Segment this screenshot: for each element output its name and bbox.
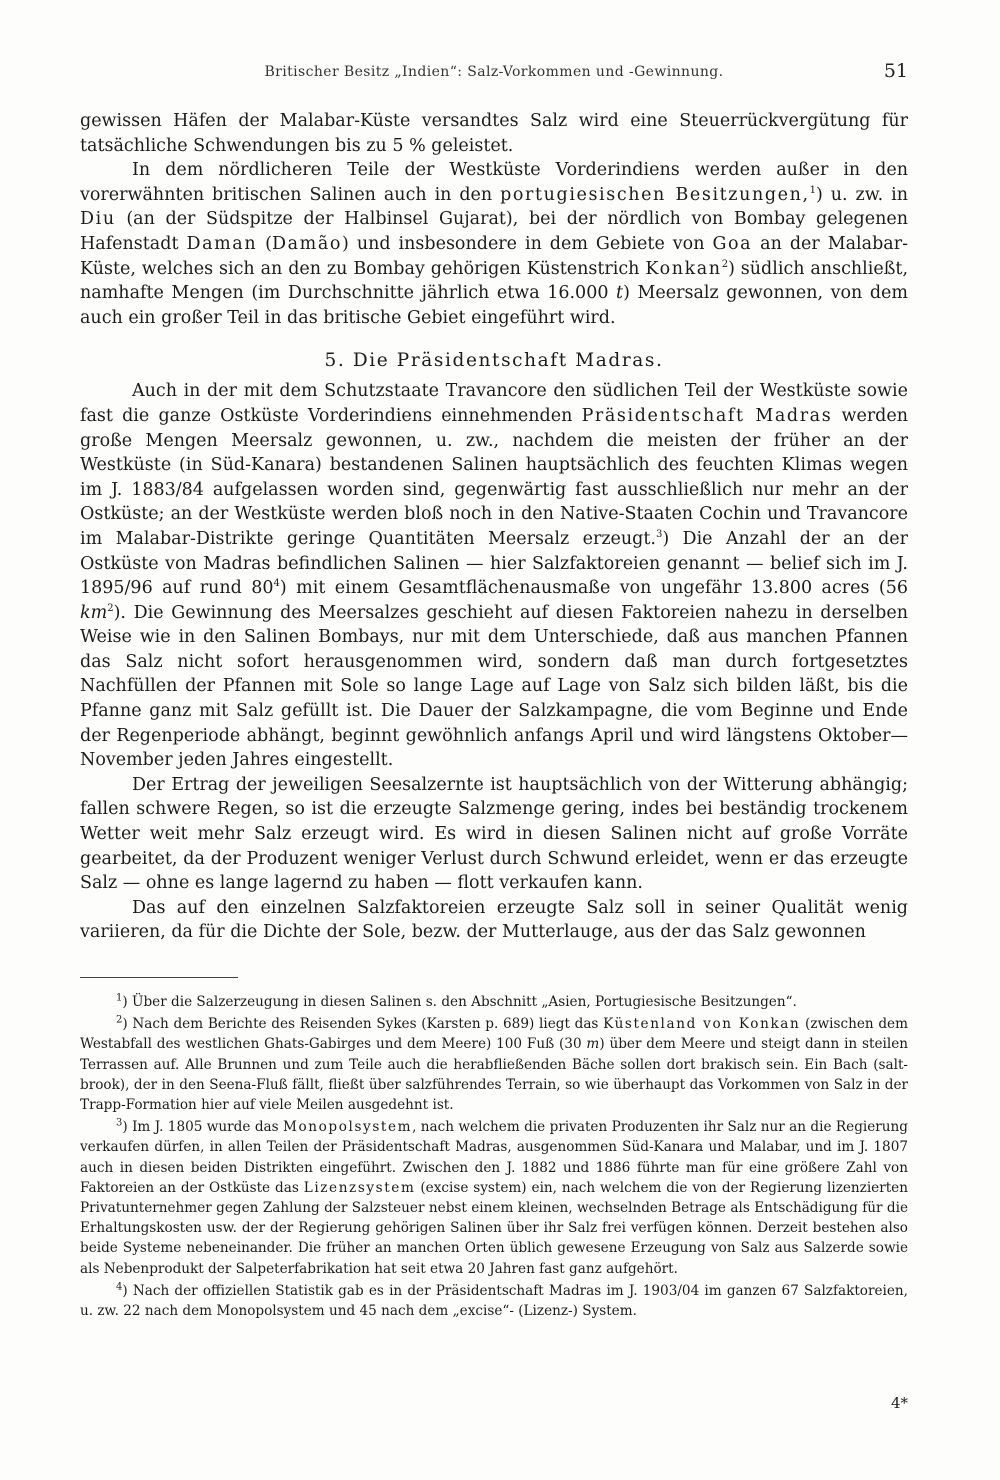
- text-run: ) über dem Meere und steigt dann in steilen Terrassen auf. Alle Brunnen und zum Teile auch die herabfließenden Bäche sollen dort brakisch sein. Ein Bach (salt-brook), der in den Seena-Fluß fällt, fließt über salzführendes Terrain, so wie überhaupt das Vorkommen von Salz in der Trapp-Formation hier auf viele Meilen ausgedehnt ist.: [80, 1036, 908, 1114]
- text-run: (an der Südspitze der Halbinsel Gujarat), bei der nördlich von Bombay gelegenen Hafenstadt: [80, 209, 908, 254]
- signature-mark: 4*: [890, 1394, 908, 1412]
- italic-text: m: [586, 1036, 600, 1053]
- spaced-text: portugiesischen Besitzungen,: [500, 184, 810, 205]
- footnote: [80, 1117, 908, 1279]
- italic-text: t: [616, 283, 624, 304]
- footnote-marker: 2: [721, 258, 729, 270]
- italic-text: km: [80, 602, 108, 623]
- spaced-text: Lizenzsystem: [303, 1179, 416, 1196]
- section-title: Die Präsidentschaft Madras.: [352, 350, 664, 372]
- text-run: In dem nördlicheren Teile der Westküste Vorderindiens werden außer in den vorerwähnten britischen Salinen auch in den: [80, 160, 908, 205]
- footnote-marker: 1: [809, 184, 817, 196]
- footnote-separator: [80, 977, 238, 978]
- text-run: ) Die Anzahl der an der Ostküste von Madras befindlichen Salinen — hier Salzfaktoreien genannt — belief sich im J. 1895/96 auf rund 80: [80, 528, 908, 599]
- paragraph: [80, 896, 908, 945]
- spaced-text: Damão: [272, 233, 343, 254]
- text-run: gewissen Häfen der Malabar-Küste versandtes Salz wird eine Steuerrückvergütung für tatsächliche Schwendungen bis zu 5 % geleistet.: [80, 111, 908, 156]
- text-run: ). Die Gewinnung des Meersalzes geschieht auf diesen Faktoreien nahezu in derselben Weise wie in den Salinen Bombays, nur mit dem Unterschiede, daß aus manchen Pfannen das Salz nicht sofort herausgenommen wird, sondern daß man durch fortgesetztes Nachfüllen der Pfannen mit Sole so lange Lage auf Lage von Salz sich bilden läßt, bis die Pfanne ganz mit Salz gefüllt ist. Die Dauer der Salzkampagne, die vom Beginne und Ende der Regenperiode abhängt, beginnt gewöhnlich anfangs April und wird längstens Oktober—November jeden Jahres eingestellt.: [80, 602, 908, 771]
- footnote-marker: 3: [116, 1117, 123, 1129]
- footnote-marker: 2: [107, 602, 114, 614]
- footnote: [80, 1014, 908, 1115]
- footnote: [80, 992, 908, 1012]
- paragraph: [80, 379, 908, 773]
- paragraph: [80, 158, 908, 330]
- spaced-text: Monopolsystem: [282, 1119, 413, 1136]
- section-number: 5.: [324, 350, 346, 372]
- footnote-marker: 2: [116, 1014, 123, 1026]
- text-run: ) und insbesondere in dem Gebiete von: [342, 233, 713, 254]
- spaced-text: Diu: [80, 209, 116, 230]
- running-title: Britischer Besitz „Indien“: Salz-Vorkommen und -Gewinnung.: [264, 64, 724, 80]
- text-run: an der Malabar-Küste, welches sich an den zu Bombay gehörigen Küstenstrich: [80, 233, 909, 279]
- text-run: (excise system) ein, nach welchem die von der Regierung lizenzierten Privatunternehmer gegen Zahlung der Salzsteuer nebst einem kleinen, wechselnden Betrage als Entschädigung für die Erhaltungskosten usw. der der Regierung gehörigen Salinen über ihr Salz frei verfügen können. Derzeit bestehen also beide Systeme nebeneinander. Die früher an manchen Orten üblich gewesene Erzeugung von Salz aus Salzerde sowie als Nebenprodukt der Salpeterfabrikation hat seit etwa 20 Jahren fast ganz aufgehört.: [80, 1179, 908, 1277]
- text-run: ) Nach der offiziellen Statistik gab es in der Präsidentschaft Madras im J. 1903/04 im ganzen 67 Salzfaktoreien, u. zw. 22 nach dem Monopolsystem und 45 nach dem „excise“- (Lizenz-) System.: [80, 1282, 908, 1320]
- spaced-text: Konkan: [645, 258, 722, 279]
- text-run: ) Nach dem Berichte des Reisenden Sykes (Karsten p. 689) liegt das: [122, 1016, 604, 1033]
- running-header: [80, 60, 908, 90]
- text-run: Der Ertrag der jeweiligen Seesalzernte ist hauptsächlich von der Witterung abhängig; fallen schwere Regen, so ist die erzeugte Salzmenge gering, indes bei beständig trockenem Wetter weit mehr Salz erzeugt wird. Es wird in diesen Salinen nicht auf große Vorräte gearbeitet, da der Produzent weniger Verlust durch Schwund erleidet, wenn er das erzeugte Salz — ohne es lange lagernd zu haben — flott verkaufen kann.: [80, 774, 908, 894]
- footnote-marker: 3: [655, 529, 663, 541]
- text-run: werden große Mengen Meersalz gewonnen, u. zw., nachdem die meisten der früher an der Westküste (in Süd-Kanara) bestandenen Salinen hauptsächlich des feuchten Klimas wegen im J. 1883/84 aufgelassen worden sind, gegenwärtig fast ausschließlich nur mehr an der Ostküste; an der Westküste werden bloß noch in den Native-Staaten Cochin und Travancore im Malabar-Distrikte geringe Quantitäten Meersalz erzeugt.: [80, 405, 909, 549]
- page-number: 51: [883, 60, 908, 82]
- text-run: ) u. zw. in: [816, 184, 908, 205]
- footnote-marker: 4: [273, 578, 280, 590]
- section-heading: [80, 350, 908, 371]
- spaced-text: Küstenland von Konkan: [603, 1016, 801, 1033]
- page-body: [80, 109, 908, 1323]
- footnote: [80, 1281, 908, 1321]
- text-run: Auch in der mit dem Schutzstaate Travancore den südlichen Teil der Westküste sowie fast die ganze Ostküste Vorderindiens einnehmenden: [80, 381, 908, 426]
- text-run: ) Meersalz gewonnen, von dem auch ein großer Teil in das britische Gebiet eingeführt wird.: [80, 283, 909, 328]
- text-run: ) Im J. 1805 wurde das: [122, 1119, 283, 1136]
- spaced-text: Präsidentschaft Madras: [581, 405, 833, 426]
- text-run: Das auf den einzelnen Salzfaktoreien erzeugte Salz soll in seiner Qualität wenig variieren, da für die Dichte der Sole, bezw. der Mutterlauge, aus der das Salz gewonnen: [80, 897, 908, 943]
- spaced-text: Daman: [186, 233, 258, 254]
- footnote-marker: 4: [116, 1281, 123, 1293]
- text-run: (zwischen dem Westabfall des westlichen Ghats-Gabirges und dem Meere) 100 Fuß (30: [80, 1016, 908, 1053]
- spaced-text: Goa: [712, 233, 753, 254]
- text-run: , nach welchem die privaten Produzenten ihr Salz nur an die Regierung verkaufen dürfen, in allen Teilen der Präsidentschaft Madras, ausgenommen Süd-Kanara und Malabar, und im J. 1807 auch in diesen beiden Distrikten eingeführt. Zwischen den J. 1882 und 1886 führte man für eine größere Zahl von Faktoreien an der Ostküste das: [80, 1119, 908, 1196]
- text-run: (: [257, 233, 273, 254]
- text-run: ) Über die Salzerzeugung in diesen Salinen s. den Abschnitt „Asien, Portugiesische Besitzungen“.: [122, 994, 797, 1010]
- paragraph: [80, 773, 908, 896]
- text-run: ) mit einem Gesamtflächenausmaße von ungefähr 13.800 acres (56: [279, 578, 908, 599]
- text-run: ) südlich anschließt, namhafte Mengen (im Durchschnitte jährlich etwa 16.000: [80, 258, 909, 304]
- paragraph: [80, 109, 908, 158]
- footnote-marker: 1: [116, 992, 123, 1004]
